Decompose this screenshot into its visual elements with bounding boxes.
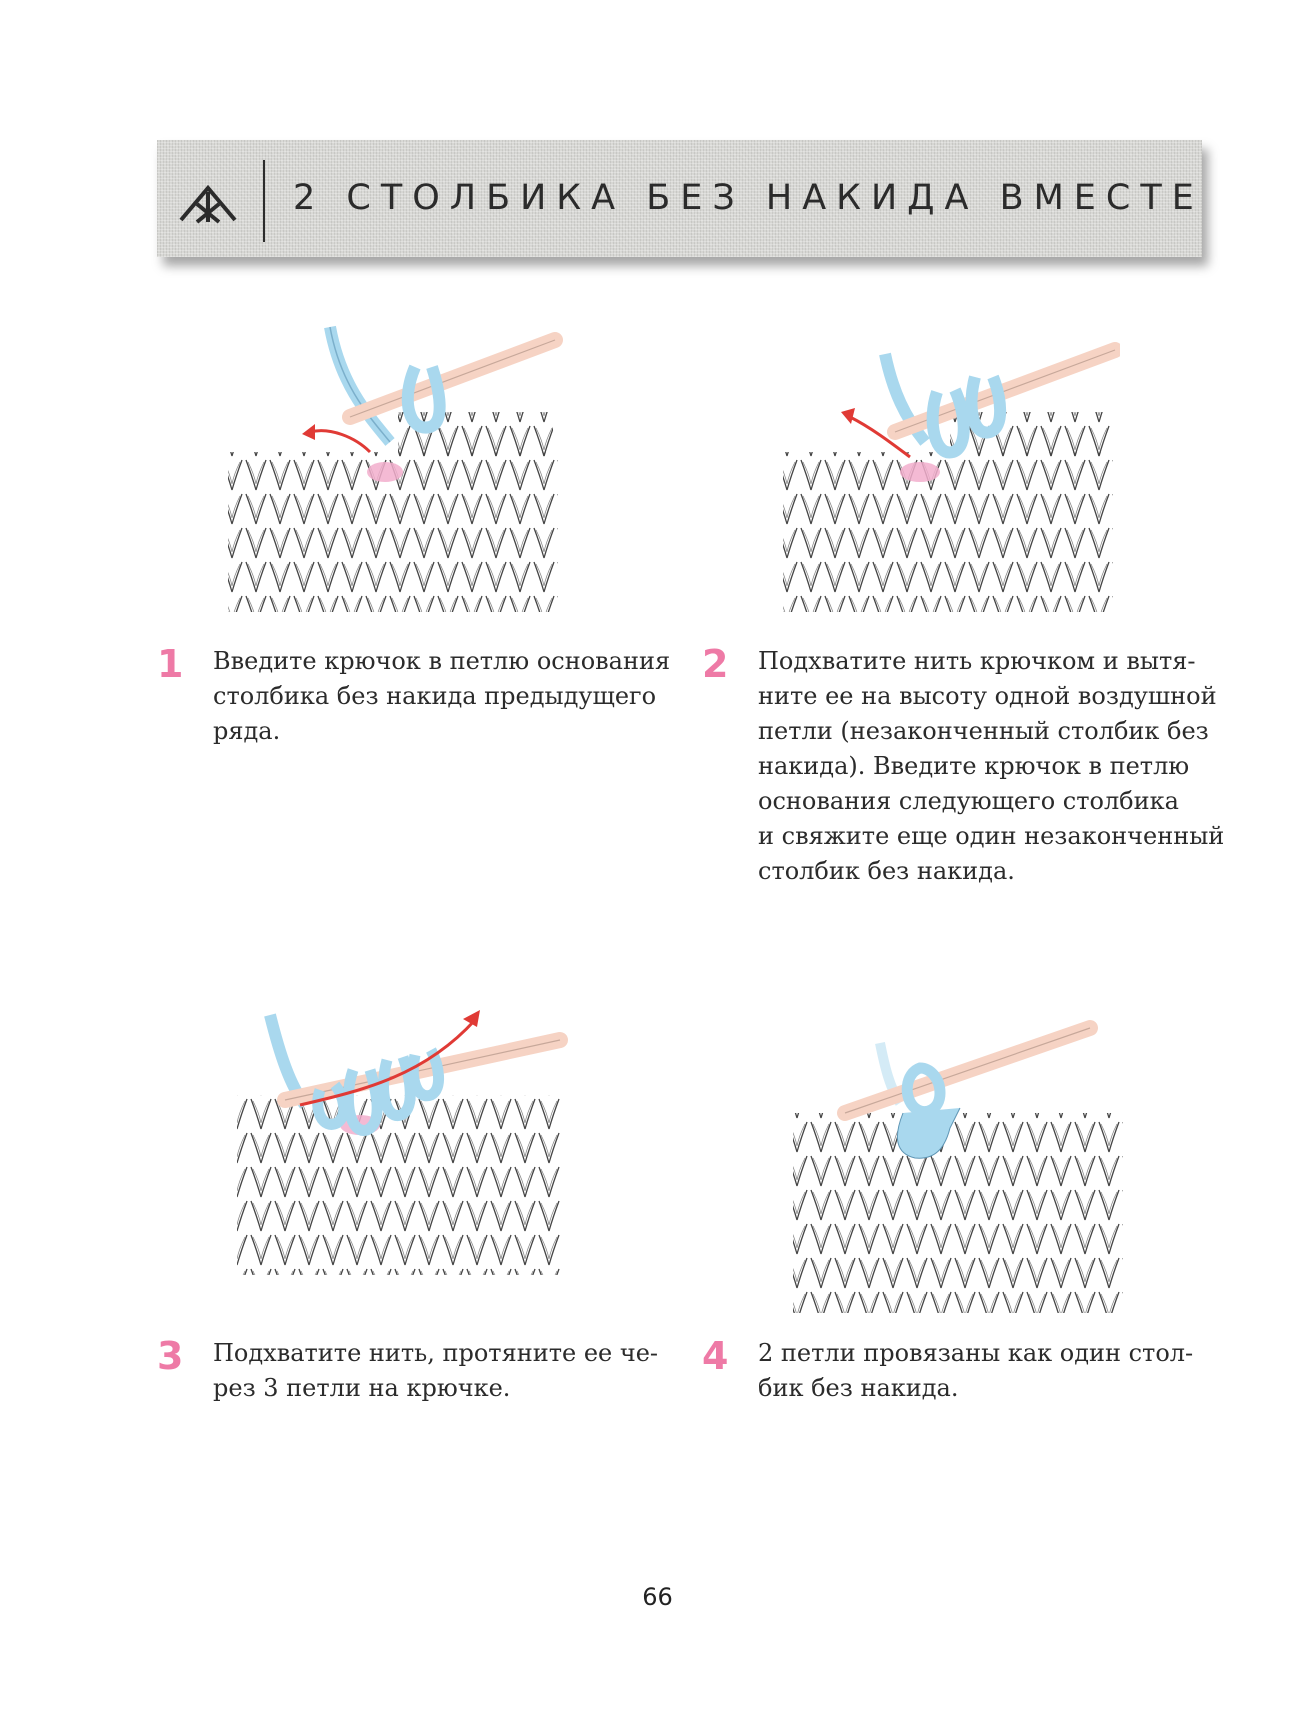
crochet-symbol-icon [179,180,237,224]
text-line: бик без накида. [758,1374,959,1402]
page-title: 2 СТОЛБИКА БЕЗ НАКИДА ВМЕСТЕ [293,178,1204,218]
text-line: рез 3 петли на крючке. [213,1374,511,1402]
text-line: Введите крючок в петлю основания [213,647,671,675]
header-divider [263,160,265,242]
step-4-text [758,1336,1193,1406]
text-line: Подхватите нить крючком и вытя- [758,647,1196,675]
step-1-illustration [220,322,565,617]
step-1-number: 1 [157,642,184,686]
text-line: столбика без накида предыдущего [213,682,657,710]
step-4-illustration [785,1018,1130,1313]
text-line: ните ее на высоту одной воздушной [758,682,1217,710]
page-number: 66 [642,1583,673,1611]
step-3-text [213,1336,658,1406]
step-2-text [758,644,1224,889]
step-2-illustration [775,322,1120,617]
text-line: ряда. [213,717,281,745]
step-1-text [213,644,670,749]
text-line: Подхватите нить, протяните ее че- [213,1339,659,1367]
text-line: основания следующего столбика [758,787,1179,815]
header-banner [157,140,1202,257]
step-4-number: 4 [702,1334,729,1378]
step-2-number: 2 [702,642,729,686]
step-3-illustration [225,995,570,1290]
text-line: петли (незаконченный столбик без [758,717,1209,745]
text-line: столбик без накида. [758,857,1015,885]
text-line: накида). Введите крючок в петлю [758,752,1190,780]
text-line: 2 петли провязаны как один стол- [758,1339,1194,1367]
step-3-number: 3 [157,1334,184,1378]
text-line: и свяжите еще один незаконченный [758,822,1225,850]
